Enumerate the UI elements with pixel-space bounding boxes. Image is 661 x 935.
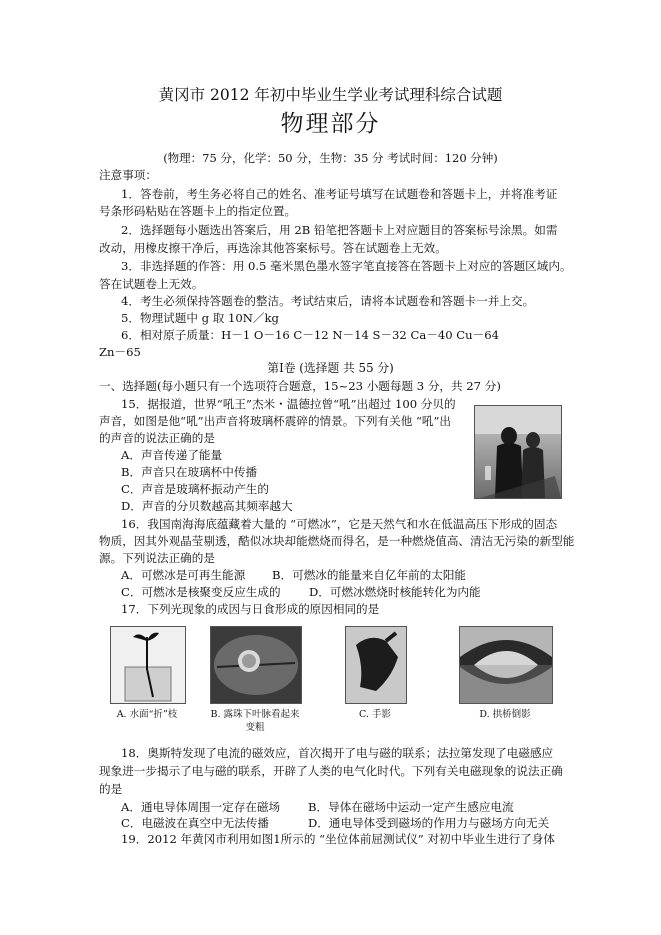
note-3b: 答在试题卷上无效。 [99, 277, 204, 291]
q16-line2: 物质，因其外观晶莹剔透，酷似冰块却能燃烧而得名，是一种燃烧值高、清洁无污染的新型能 [99, 534, 575, 548]
q17-photo-c-hand-shadow [345, 626, 407, 704]
q15-option-c: C．声音是玻璃杯振动产生的 [121, 482, 269, 496]
note-2b: 改动，用橡皮擦干净后，再选涂其他答案标号。答在试题卷上无效。 [99, 241, 447, 255]
note-6a: 6．相对原子质量：H－1 O－16 C－12 N－14 S－32 Ca－40 Cu－64 [121, 328, 499, 342]
q15-option-a: A．声音传递了能量 [121, 448, 223, 462]
part1-heading: 一、选择题(每小题只有一个选项符合题意，15~23 小题每题 3 分，共 27 分) [99, 379, 501, 393]
q18-option-a: A．通电导体周围一定存在磁场 [121, 800, 281, 814]
q17-caption-b1: B. 露珠下叶脉看起来 [210, 709, 300, 720]
section-title: 第Ⅰ卷 (选择题 共 55 分) [267, 361, 394, 375]
q17-line1: 17．下列光现象的成因与日食形成的原因相同的是 [121, 602, 380, 616]
q18-line2: 现象进一步揭示了电与磁的联系，开辟了人类的电气化时代。下列有关电磁现象的说法正确 [99, 764, 563, 778]
q16-option-a: A．可燃冰是可再生能源 [121, 568, 246, 582]
q15-option-d: D．声音的分贝数越高其频率越大 [121, 499, 293, 513]
note-2a: 2．选择题每小题选出答案后，用 2B 铅笔把答题卡上对应题目的答案标号涂黑。如需 [121, 223, 558, 237]
q18-option-d: D．通电导体受到磁场的作用力与磁场方向无关 [308, 816, 550, 830]
q17-photo-b-dew-leaf [210, 626, 302, 704]
note-3a: 3．非选择题的作答：用 0.5 毫米黑色墨水签字笔直接答在答题卡上对应的答题区域内。 [121, 259, 572, 273]
q16-option-d: D．可燃冰燃烧时核能转化为内能 [309, 585, 481, 599]
q18-option-b: B．导体在磁场中运动一定产生感应电流 [308, 800, 514, 814]
q18-option-c: C．电磁波在真空中无法传播 [121, 816, 269, 830]
q15-option-b: B．声音只在玻璃杯中传播 [121, 465, 258, 479]
q15-line3: 的声音的说法正确的是 [99, 431, 215, 445]
note-5: 5．物理试题中 g 取 10N／kg [121, 311, 279, 325]
q17-caption-c: C. 手影 [359, 709, 391, 720]
q19-line1: 19．2012 年黄冈市利用如图1所示的 “坐位体前屈测试仪” 对初中毕业生进行了身体 [121, 832, 555, 846]
q16-option-b: B．可燃冰的能量来自亿年前的太阳能 [272, 568, 467, 582]
q15-line1: 15．据报道，世界“吼王”杰米・温德拉曾“吼”出超过 100 分贝的 [121, 397, 456, 411]
notes-heading: 注意事项： [99, 168, 157, 182]
note-6b: Zn－65 [99, 345, 141, 359]
score-info: (物理：75 分，化学：50 分，生物：35 分 考试时间：120 分钟) [163, 151, 498, 165]
q16-line3: 源。下列说法正确的是 [99, 551, 215, 565]
note-1a: 1．答卷前，考生务必将自己的姓名、准考证号填写在试题卷和答题卡上，并将准考证 [121, 187, 558, 201]
q15-line2: 声音，如图是他“吼”出声音将玻璃杯震碎的情景。下列有关他 “吼”出 [99, 414, 452, 428]
q17-caption-a: A. 水面“折”枝 [116, 709, 178, 720]
q16-option-c: C．可燃冰是核聚变反应生成的 [121, 585, 281, 599]
q16-line1: 16．我国南海海底蕴藏着大量的 “可燃冰”，它是天然气和水在低温高压下形成的固态 [121, 517, 558, 531]
q17-caption-d: D. 拱桥倒影 [479, 709, 531, 720]
note-1b: 号条形码粘贴在答题卡上的指定位置。 [99, 204, 297, 218]
q17-caption-b2: 变粗 [245, 722, 265, 733]
q15-photo-man-shouting [474, 405, 562, 499]
note-4: 4．考生必须保持答题卷的整洁。考试结束后，请将本试题卷和答题卡一并上交。 [121, 294, 535, 308]
q17-photo-d-bridge-reflection [459, 626, 553, 704]
q17-photo-a-water-branch [110, 626, 186, 704]
q18-line3: 的是 [99, 782, 123, 796]
q18-line1: 18．奥斯特发现了电流的磁效应，首次揭开了电与磁的联系；法拉第发现了电磁感应 [121, 746, 554, 760]
exam-title: 黄冈市 2012 年初中毕业生学业考试理科综合试题 [158, 86, 503, 104]
section-subtitle: 物理部分 [280, 111, 381, 137]
